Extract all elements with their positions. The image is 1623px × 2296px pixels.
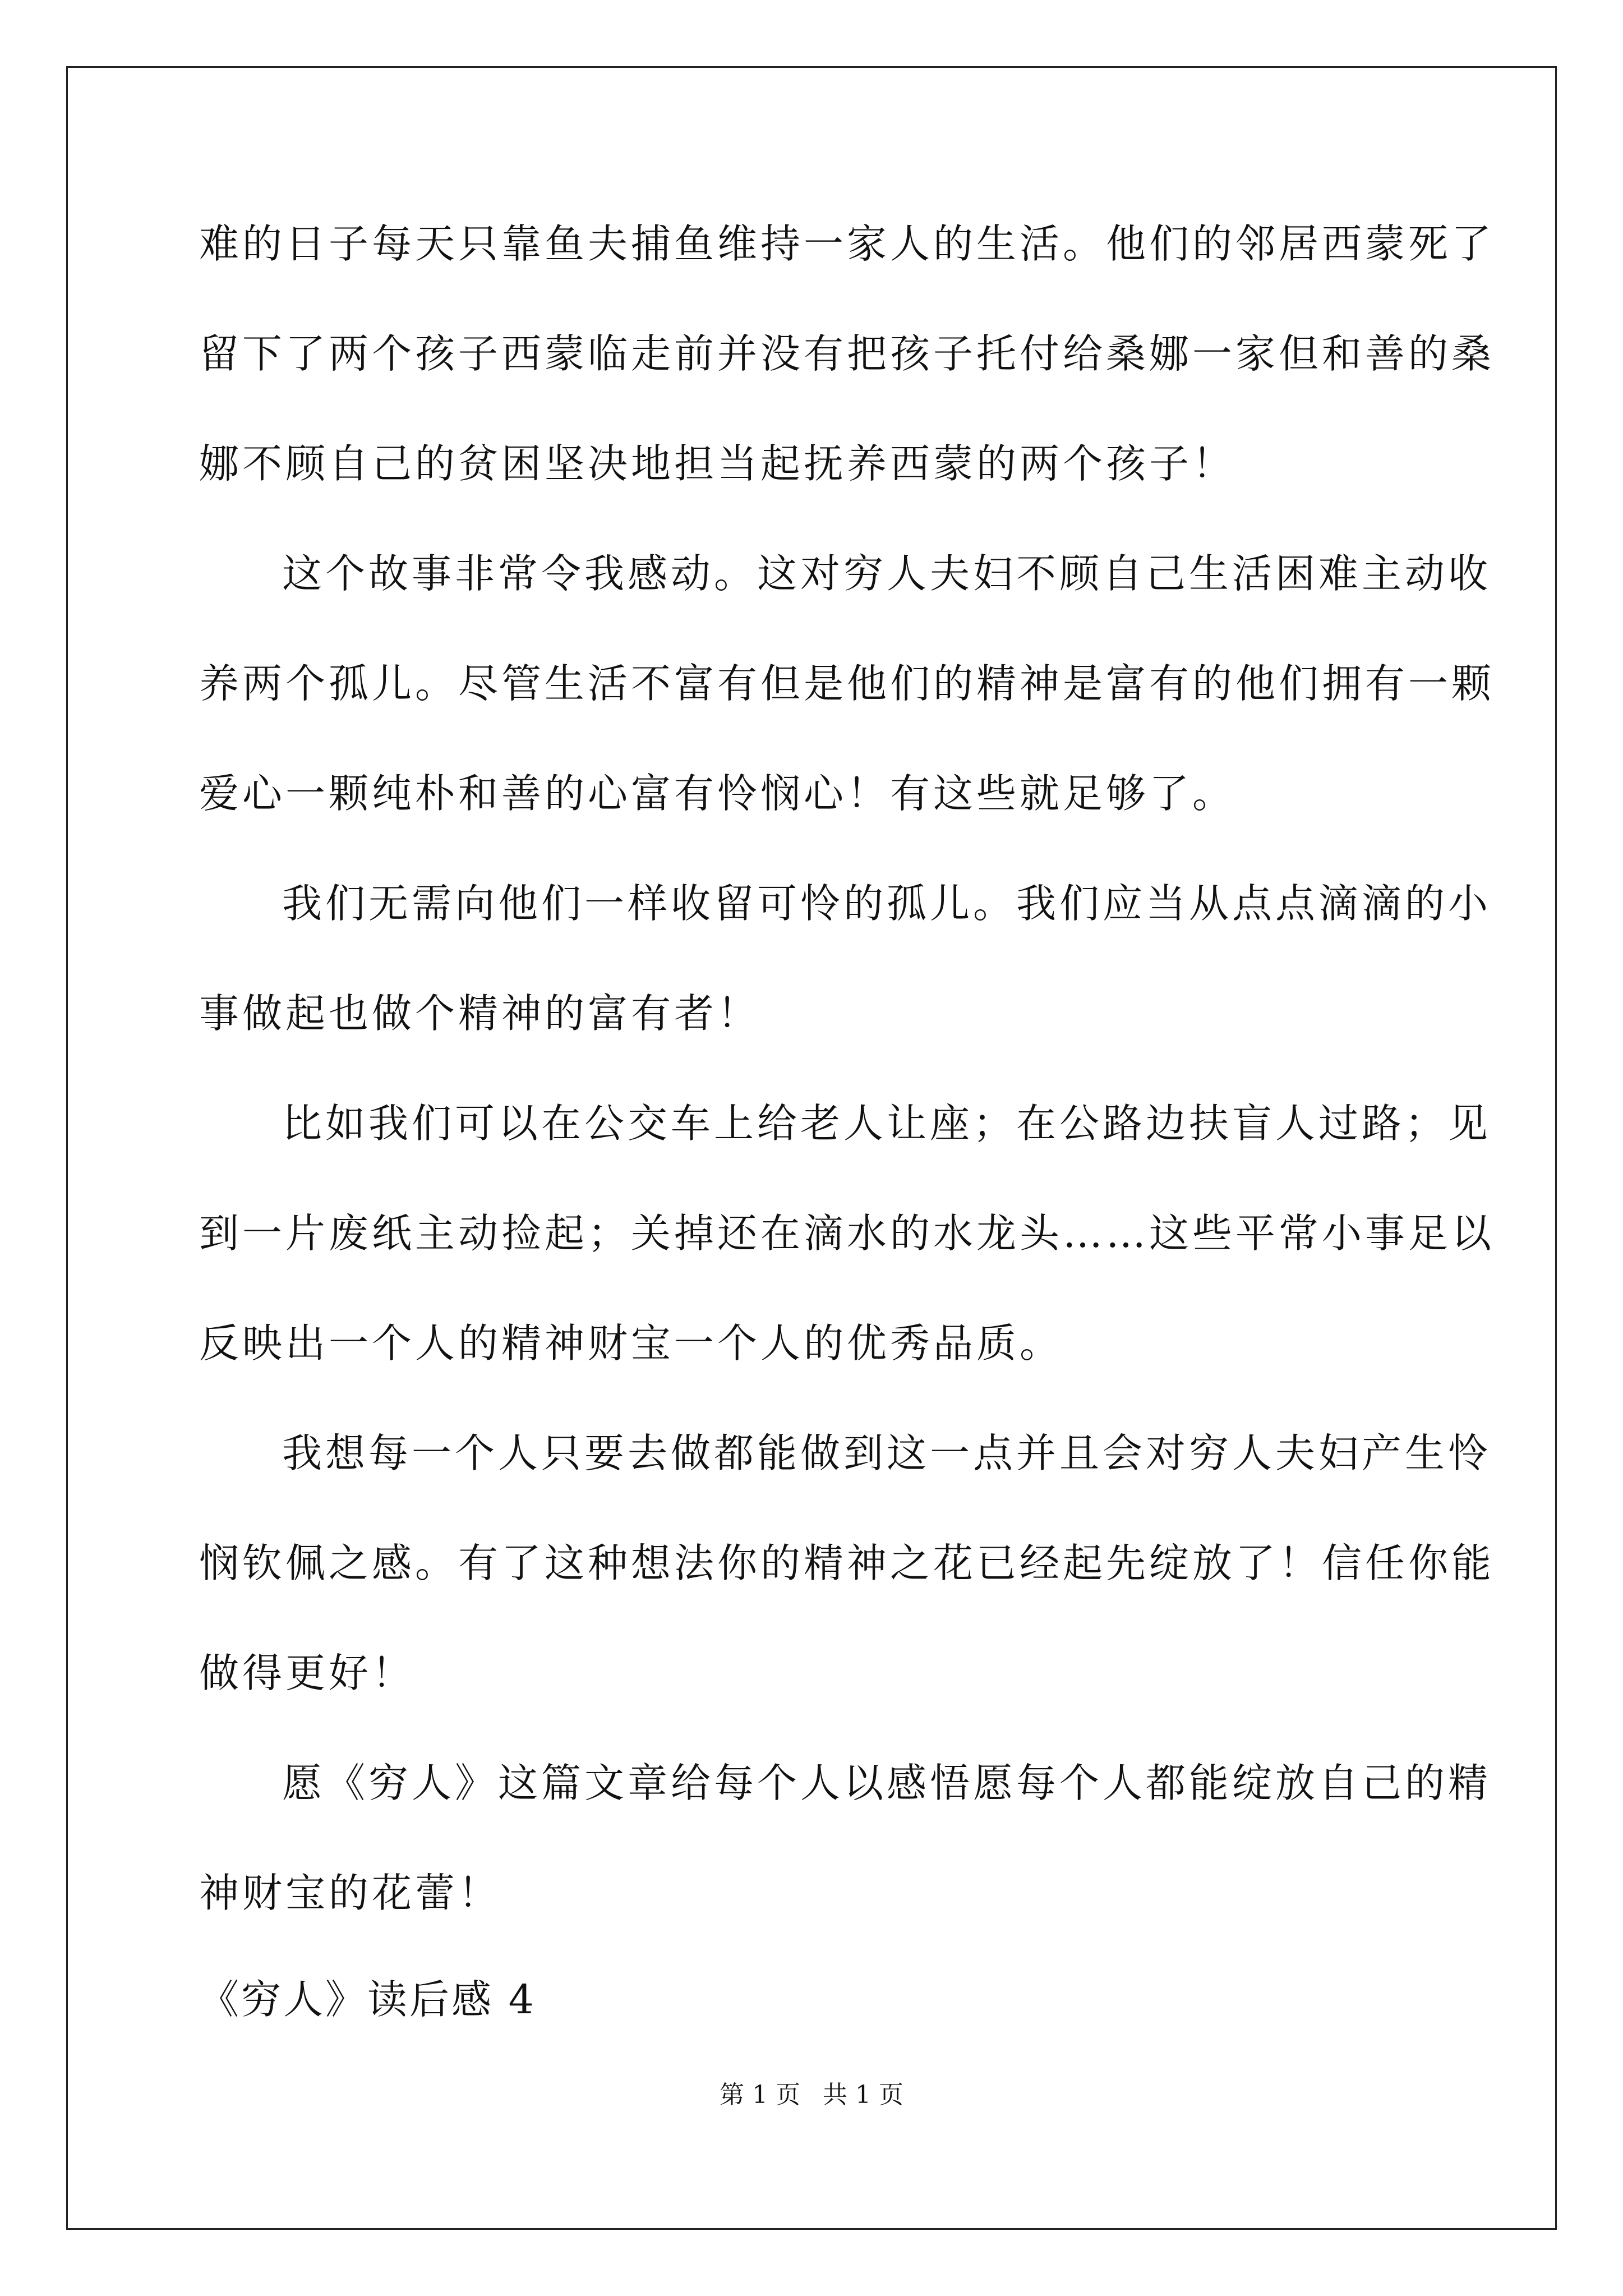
section-heading: 《穷人》读后感 4 [199, 1976, 536, 2023]
text-line: 养两个孤儿。尽管生活不富有但是他们的精神是富有的他们拥有一颗 [199, 660, 1495, 707]
paragraph-start-line: 比如我们可以在公交车上给老人让座；在公路边扶盲人过路；见 [282, 1100, 1492, 1147]
text-line: 到一片废纸主动捡起；关掉还在滴水的水龙头……这些平常小事足以 [199, 1210, 1495, 1257]
text-line: 反映出一个人的精神财宝一个人的优秀品质。 [199, 1320, 1063, 1366]
text-line: 留下了两个孩子西蒙临走前并没有把孩子托付给桑娜一家但和善的桑 [199, 330, 1495, 377]
text-line: 悯钦佩之感。有了这种想法你的精神之花已经起先绽放了！信任你能 [199, 1540, 1495, 1586]
paragraph-start-line: 我们无需向他们一样收留可怜的孤儿。我们应当从点点滴滴的小 [282, 880, 1492, 927]
text-line: 爱心一颗纯朴和善的心富有怜悯心！有这些就足够了。 [199, 770, 1236, 817]
paragraph-start-line: 愿《穷人》这篇文章给每个人以感悟愿每个人都能绽放自己的精 [282, 1760, 1492, 1806]
page-footer [0, 2078, 1623, 2112]
paragraph-start-line: 这个故事非常令我感动。这对穷人夫妇不顾自己生活困难主动收 [282, 550, 1492, 597]
text-line: 难的日子每天只靠鱼夫捕鱼维持一家人的生活。他们的邻居西蒙死了 [199, 220, 1495, 267]
text-line: 事做起也做个精神的富有者！ [199, 990, 761, 1037]
text-line: 神财宝的花蕾！ [199, 1870, 502, 1916]
paragraph-start-line: 我想每一个人只要去做都能做到这一点并且会对穷人夫妇产生怜 [282, 1430, 1492, 1476]
text-line: 娜不顾自己的贫困坚决地担当起抚养西蒙的两个孩子！ [199, 440, 1236, 487]
page-total: 共 1 页 [823, 2081, 903, 2109]
text-line: 做得更好！ [199, 1650, 416, 1696]
page-number: 第 1 页 [720, 2081, 800, 2109]
